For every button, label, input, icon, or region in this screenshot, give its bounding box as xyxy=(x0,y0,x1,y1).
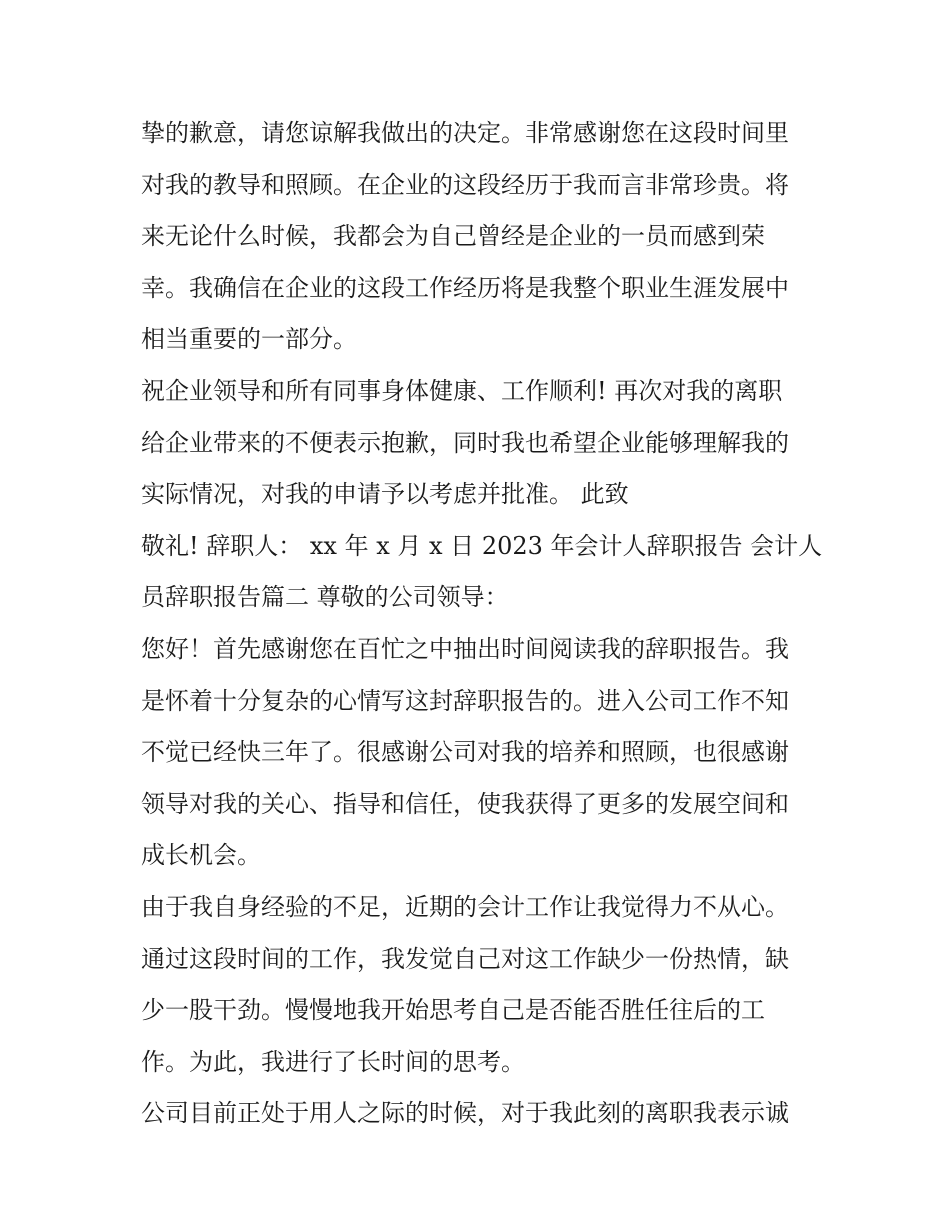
document-body xyxy=(141,108,821,1140)
text-line: 成长机会。 xyxy=(141,841,261,870)
text-line: 来无论什么时候，我都会为自己曾经是企业的一员而感到荣 xyxy=(141,222,765,251)
text-line: 不觉已经快三年了。很感谢公司对我的培养和照顾，也很感谢 xyxy=(141,738,789,767)
text-line: 通过这段时间的工作，我发觉自己对这工作缺少一份热情，缺 xyxy=(141,944,789,973)
text-line: 幸。我确信在企业的这段工作经历将是我整个职业生涯发展中 xyxy=(141,273,789,302)
text-line: 公司目前正处于用人之际的时候，对于我此刻的离职我表示诚 xyxy=(141,1099,789,1128)
text-line: 作。为此，我进行了长时间的思考。 xyxy=(141,1047,525,1076)
text-line: 领导对我的关心、指导和信任，使我获得了更多的发展空间和 xyxy=(141,789,789,818)
text-line: 员辞职报告篇二 尊敬的公司领导： xyxy=(141,583,509,612)
text-line: 由于我自身经验的不足，近期的会计工作让我觉得力不从心。 xyxy=(141,892,789,921)
text-line: 实际情况，对我的申请予以考虑并批准。 此致 xyxy=(141,480,629,509)
text-line: 是怀着十分复杂的心情写这封辞职报告的。进入公司工作不知 xyxy=(141,686,789,715)
text-line: 相当重要的一部分。 xyxy=(141,325,357,354)
text-line: 敬礼! 辞职人： xx 年 x 月 x 日 2023 年会计人辞职报告 会计人 xyxy=(141,531,823,560)
text-line: 您好！首先感谢您在百忙之中抽出时间阅读我的辞职报告。我 xyxy=(141,634,789,663)
text-line: 挚的歉意，请您谅解我做出的决定。非常感谢您在这段时间里 xyxy=(141,119,789,147)
text-line: 对我的教导和照顾。在企业的这段经历于我而言非常珍贵。将 xyxy=(141,170,789,199)
text-line: 给企业带来的不便表示抱歉，同时我也希望企业能够理解我的 xyxy=(141,428,789,457)
text-line: 祝企业领导和所有同事身体健康、工作顺利! 再次对我的离职 xyxy=(141,376,783,405)
text-line: 少一股干劲。慢慢地我开始思考自己是否能否胜任往后的工 xyxy=(141,996,765,1025)
